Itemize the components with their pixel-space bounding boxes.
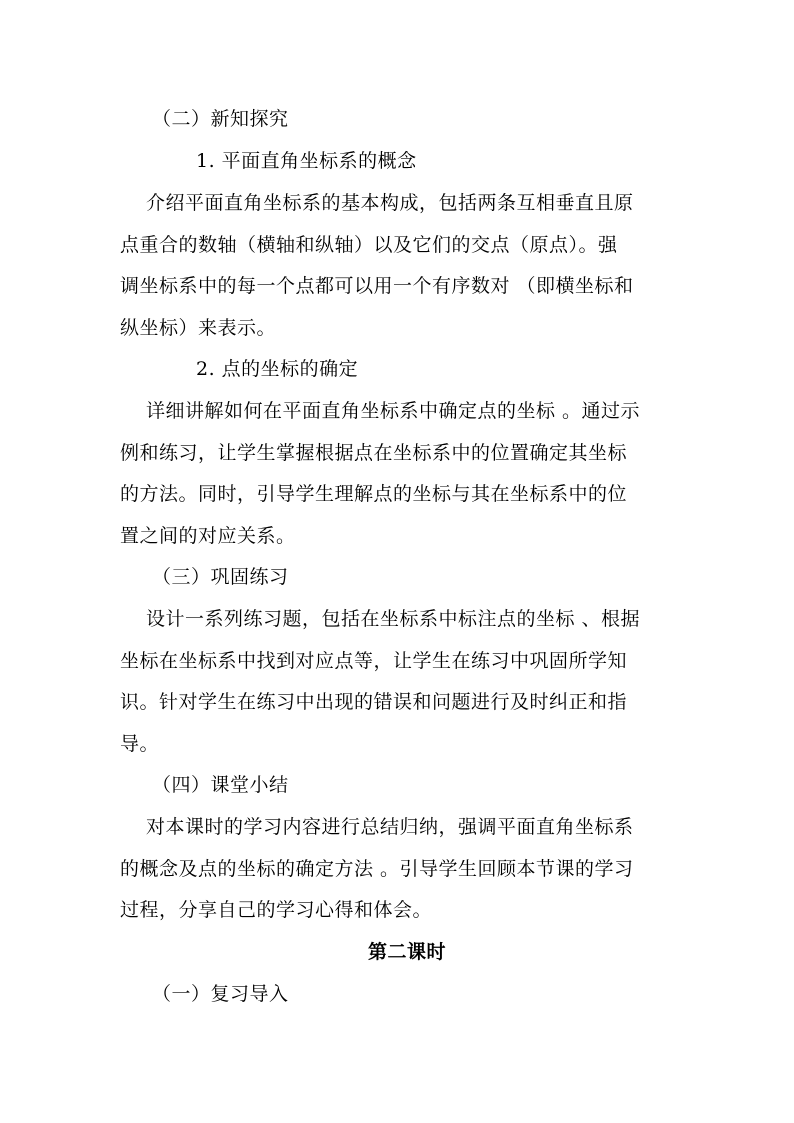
paragraph-line: 例和练习，让学生掌握根据点在坐标系中的位置确定其坐标 [120,442,628,464]
section-heading-new-knowledge: （二）新知探究 [152,108,289,130]
section-heading-practice: （三）巩固练习 [152,566,289,588]
paragraph-line: 的概念及点的坐标的确定方法 。引导学生回顾本节课的学习 [120,858,634,880]
paragraph-line: 过程，分享自己的学习心得和体会。 [120,899,433,921]
paragraph-line: 纵坐标）来表示。 [120,317,277,339]
paragraph-line: 介绍平面直角坐标系的基本构成，包括两条互相垂直且原 [146,192,634,214]
paragraph-line: 导。 [120,733,160,755]
paragraph-line: 坐标在坐标系中找到对应点等，让学生在练习中巩固所学知 [120,650,628,672]
paragraph-line: 的方法。同时，引导学生理解点的坐标与其在坐标系中的位 [120,483,628,505]
paragraph-line: 调坐标系中的每一个点都可以用一个有序数对 （即横坐标和 [120,275,634,297]
paragraph-line: 对本课时的学习内容进行总结归纳，强调平面直角坐标系 [146,816,634,838]
paragraph-line: 识。针对学生在练习中出现的错误和问题进行及时纠正和指 [120,691,628,713]
subheading-coordinate-concept: 1. 平面直角坐标系的概念 [196,150,417,172]
paragraph-line: 设计一系列练习题，包括在坐标系中标注点的坐标 、根据 [146,608,641,630]
section-heading-review: （一）复习导入 [152,983,289,1005]
paragraph-line: 点重合的数轴（横轴和纵轴）以及它们的交点（原点）。强 [120,234,618,256]
section-heading-summary: （四）课堂小结 [152,774,289,796]
paragraph-line: 详细讲解如何在平面直角坐标系中确定点的坐标 。通过示 [146,400,641,422]
lesson-title-second: 第二课时 [367,941,446,963]
paragraph-line: 置之间的对应关系。 [120,525,296,547]
subheading-point-coordinates: 2. 点的坐标的确定 [196,358,359,380]
